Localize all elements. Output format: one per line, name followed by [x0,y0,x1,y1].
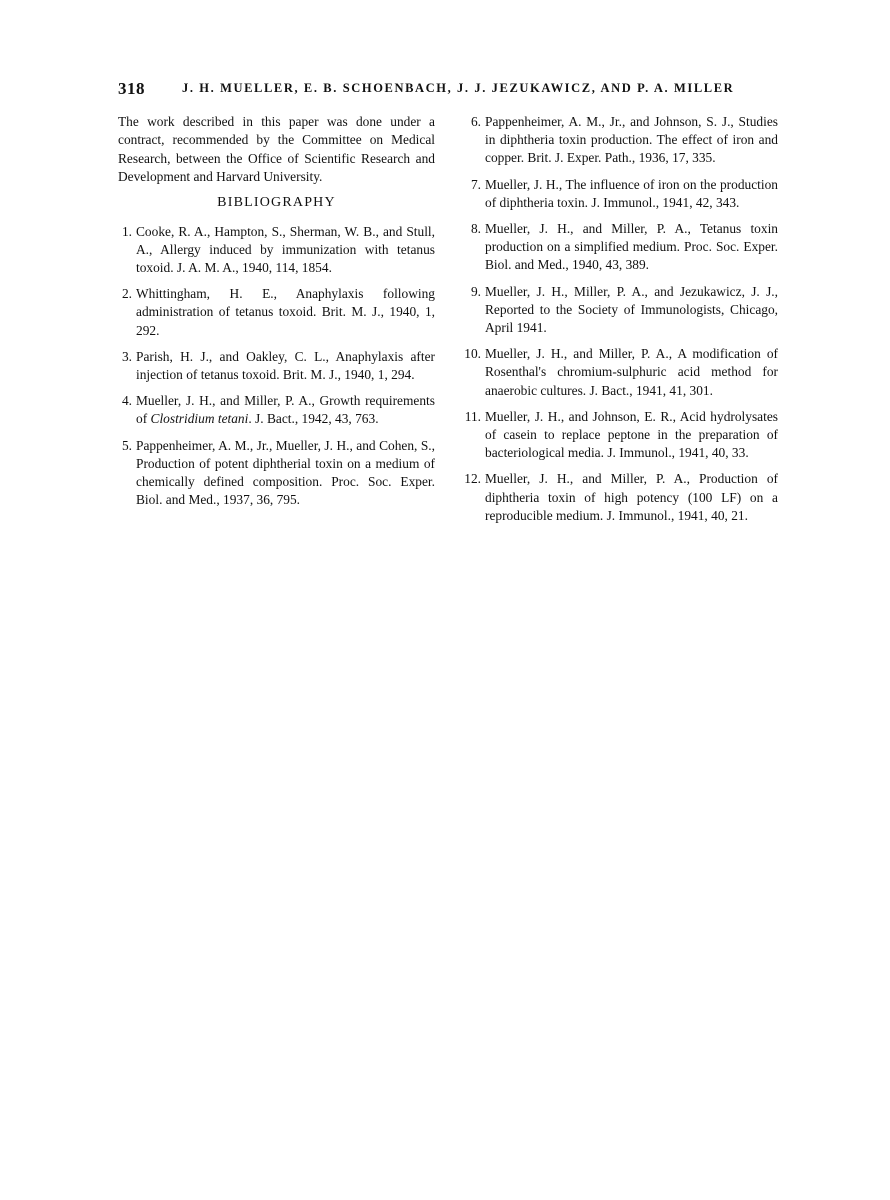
reference-number: 10. [464,346,481,362]
reference-number: 9. [470,283,481,299]
reference-text-before: Mueller, J. H., and Miller, P. A., Growth requirements of [136,393,435,427]
reference-number: 6. [470,114,481,129]
acknowledgment-paragraph: The work described in this paper was done under a contract, recommended by the Committee on Medical Research, between the Office of Scientific Research and Development and Harvard University. [118,114,435,185]
reference-text: Mueller, J. H., and Miller, P. A., Tetanus toxin production on a simplified medium. Proc. Soc. Exper. Biol. and Med., 1940, 43, 389. [485,221,778,273]
page-number: 318 [118,79,145,98]
reference-item [118,348,435,384]
reference-text: Cooke, R. A., Hampton, S., Sherman, W. B., and Stull, A., Allergy induced by immunization with tetanus toxoid. J. A. M. A., 1940, 114, 1854. [136,223,435,276]
reference-text [136,392,435,428]
reference-number: 5. [121,437,132,453]
reference-number: 3. [121,348,132,364]
reference-text: Mueller, J. H., and Miller, P. A., Production of diphtheria toxin of high potency (100 LF) on a reproducible medium. J. Immunol., 1941, 40, 21. [485,471,778,523]
right-column [464,113,778,533]
reference-text: Pappenheimer, A. M., Jr., Mueller, J. H., and Cohen, S., Production of potent diphtherial toxin on a medium of chemically defined composition. Proc. Soc. Exper. Biol. and Med., 1937, 36, 795. [136,437,435,508]
reference-text: Mueller, J. H., The influence of iron on the production of diphtheria toxin. J. Immunol., 1941, 42, 343. [485,176,778,210]
reference-item [464,470,778,525]
reference-italic-species: Clostridium tetani [150,411,249,427]
reference-item [118,392,435,428]
reference-list-left [118,223,435,510]
reference-number: 12. [464,471,481,487]
reference-number: 4. [121,393,132,409]
reference-number: 8. [470,221,481,237]
reference-item [118,285,435,340]
reference-number: 7. [470,176,481,192]
reference-item [470,113,778,168]
reference-text: Whittingham, H. E., Anaphylaxis following administration of tetanus toxoid. Brit. M. J., 1940, 1, 292. [136,286,435,338]
reference-text: Pappenheimer, A. M., Jr., and Johnson, S. J., Studies in diphtheria toxin production. The effect of iron and copper. Brit. J. Exper. Path., 1936, 17, 335. [485,114,778,166]
reference-number: 1. [121,223,132,239]
reference-item [118,437,435,510]
reference-number: 11. [464,408,481,424]
reference-number: 2. [121,286,132,302]
reference-text: Mueller, J. H., and Johnson, E. R., Acid hydrolysates of casein to replace peptone in the preparation of bacteriological media. J. Immunol., 1941, 40, 33. [485,408,778,461]
reference-text: Mueller, J. H., Miller, P. A., and Jezukawicz, J. J., Reported to the Society of Immunologists, Chicago, April 1941. [485,283,778,336]
reference-item [464,345,778,400]
reference-text: Mueller, J. H., and Miller, P. A., A modification of Rosenthal's chromium-sulphuric acid method for anaerobic cultures. J. Bact., 1941, 41, 301. [485,346,778,398]
left-column [118,113,435,517]
running-head-authors: J. H. MUELLER, E. B. SCHOENBACH, J. J. JEZUKAWICZ, AND P. A. MILLER [182,81,735,95]
reference-item [470,283,778,338]
reference-list-right [464,113,778,525]
reference-text: Parish, H. J., and Oakley, C. L., Anaphylaxis after injection of tetanus toxoid. Brit. M. J., 1940, 1, 294. [136,348,435,383]
reference-item [470,176,778,212]
page-header [118,79,778,101]
reference-item [470,220,778,275]
bibliography-heading: BIBLIOGRAPHY [217,194,336,210]
reference-text-after: . J. Bact., 1942, 43, 763. [248,411,379,427]
reference-item [118,223,435,278]
reference-item [464,408,778,463]
